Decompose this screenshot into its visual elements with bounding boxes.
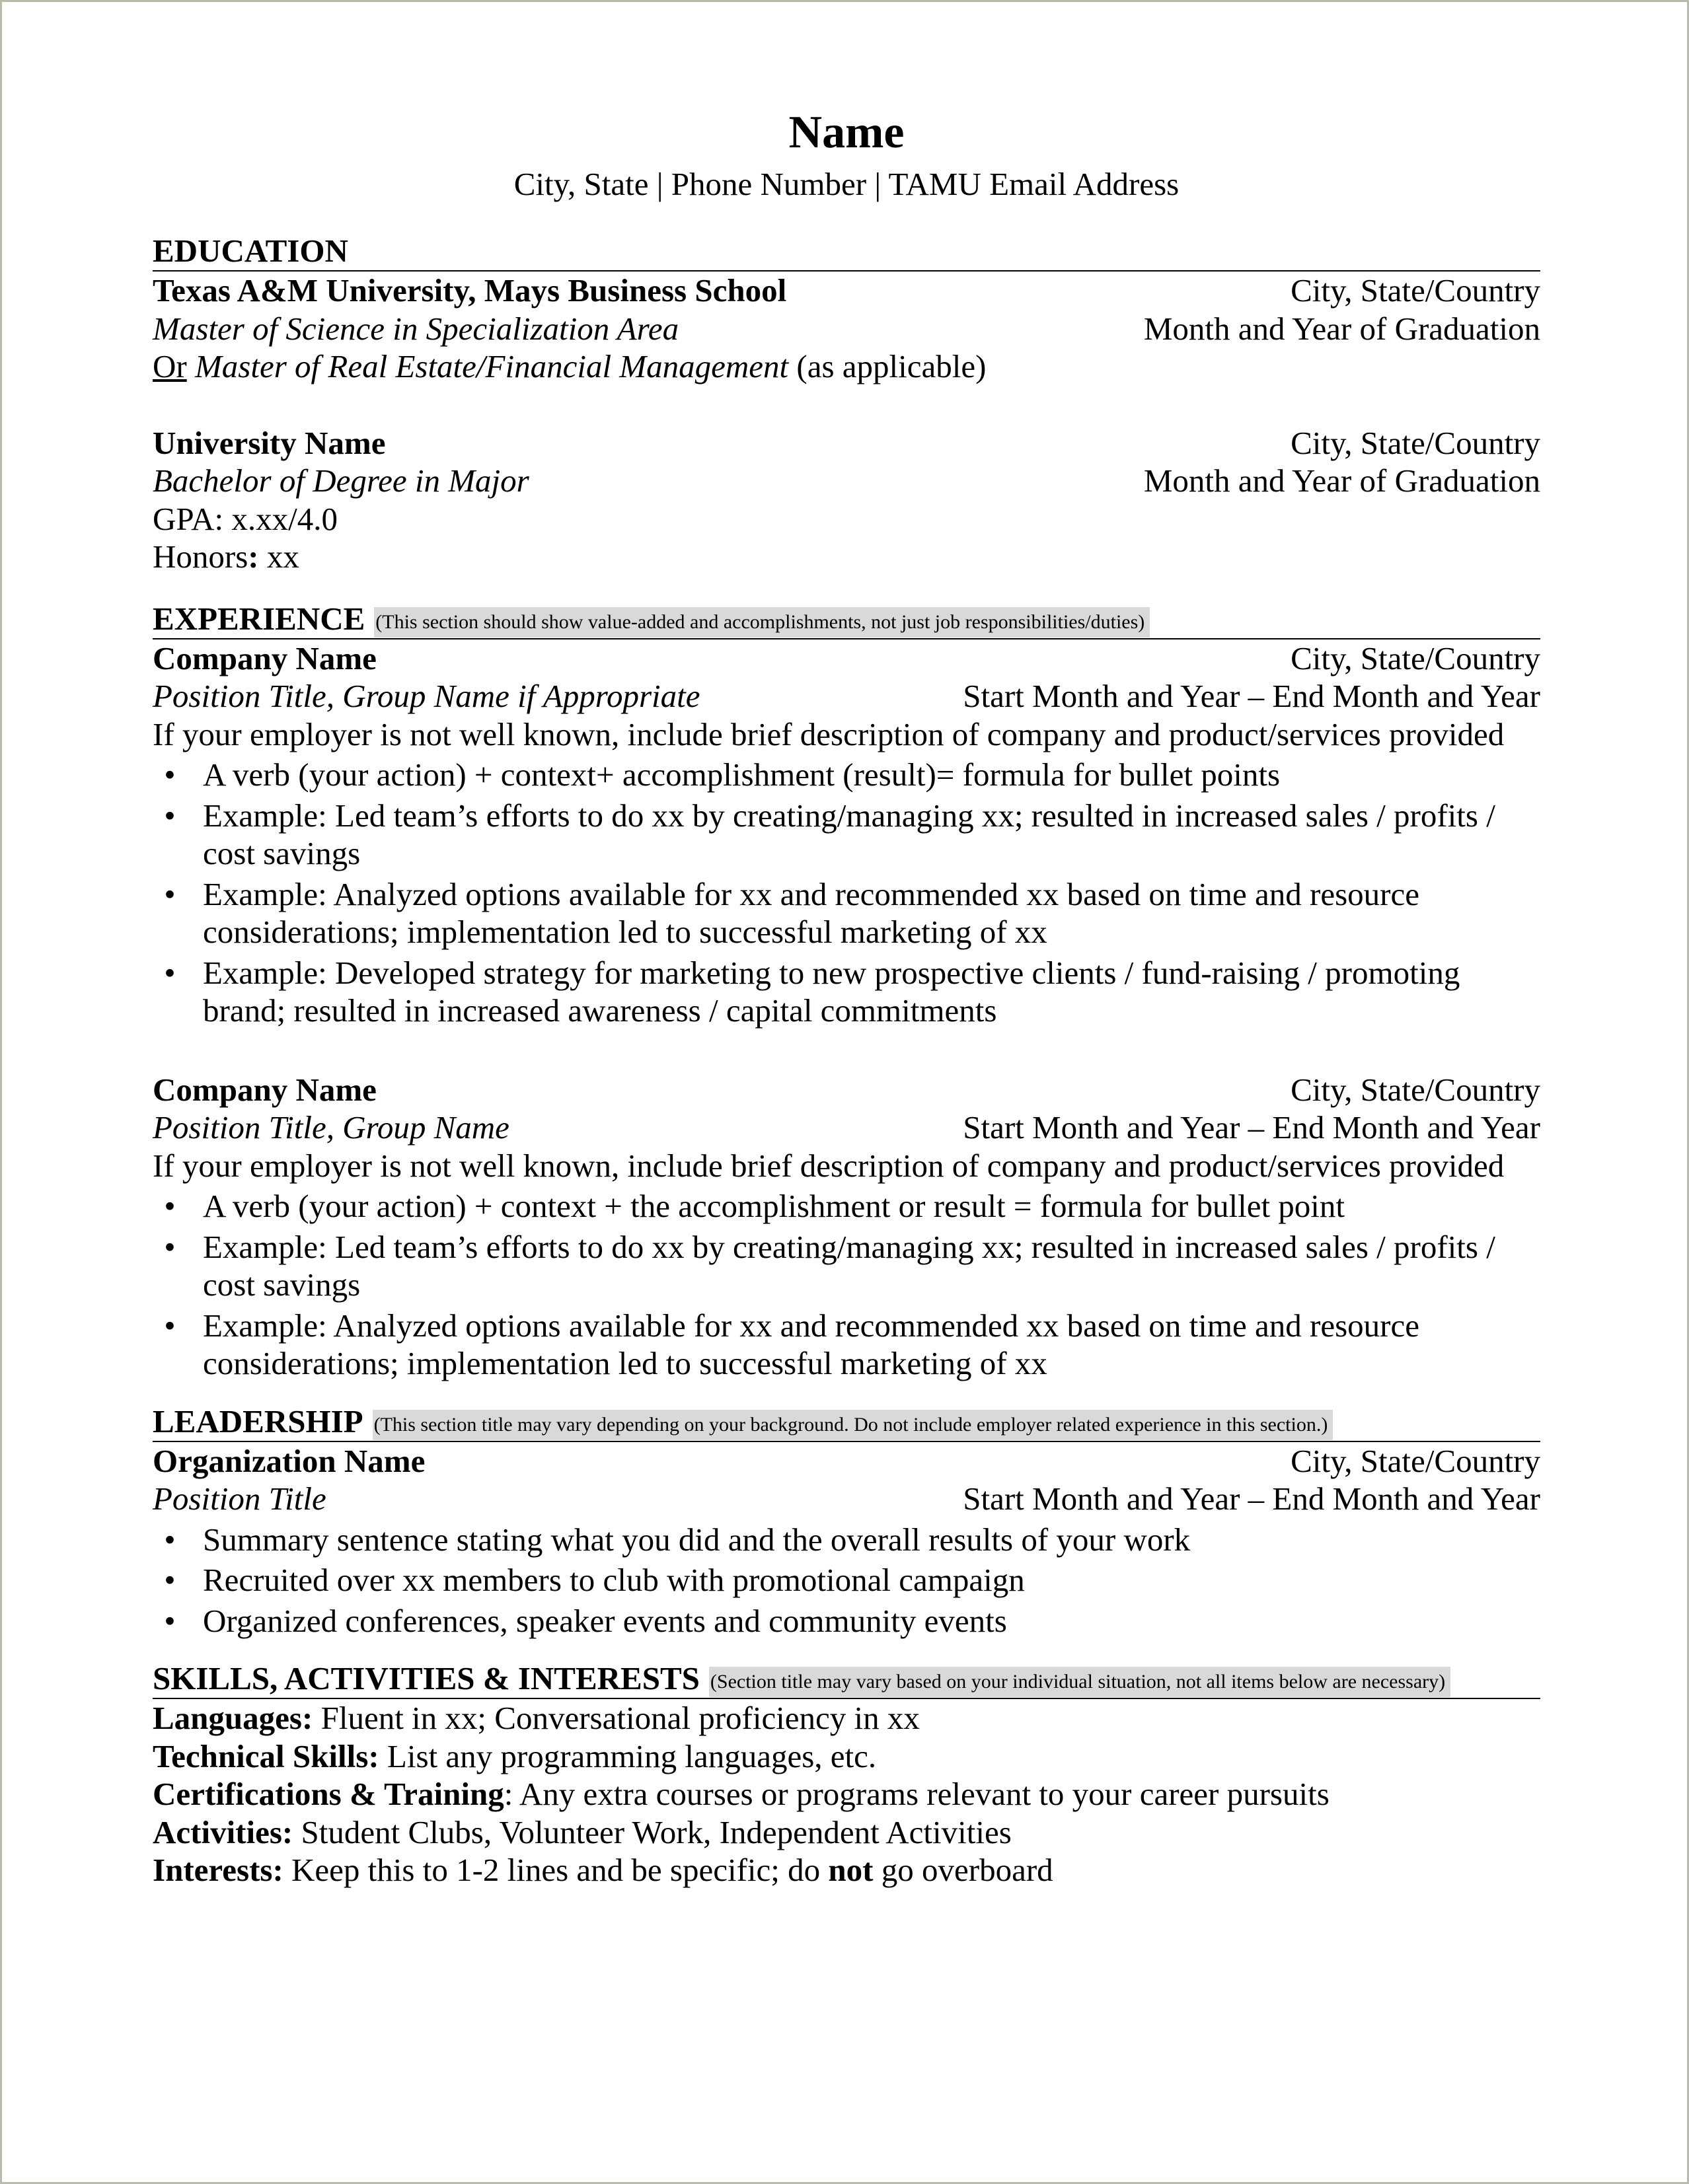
company-description: If your employer is not well known, include brief description of company and product/services provided — [153, 1147, 1505, 1184]
honors-colon: : — [248, 538, 259, 575]
skill-text: Student Clubs, Volunteer Work, Independent Activities — [293, 1813, 1012, 1850]
skill-label: Languages: — [153, 1700, 313, 1736]
bullet-dot-icon: • — [164, 1602, 176, 1639]
leadership-entry-header — [153, 1442, 1540, 1480]
skills-technical — [153, 1737, 1540, 1776]
skills-heading — [153, 1658, 1540, 1699]
skill-label: Certifications & Training — [153, 1776, 504, 1812]
skill-label: Activities: — [153, 1813, 293, 1850]
alt-prefix: Or — [153, 348, 187, 384]
experience-heading — [153, 599, 1540, 639]
bullet-text: Example: Developed strategy for marketing to new prospective clients / fund-raising / promoting brand; resulted in increased awareness / capital commitments — [203, 954, 1460, 1029]
list-item — [153, 1602, 1540, 1640]
leadership-entry-position — [153, 1480, 1540, 1518]
experience-entry-1 — [153, 639, 1540, 1030]
position-title: Position Title, Group Name — [153, 1109, 509, 1146]
degree: Master of Science in Specialization Area — [153, 310, 679, 347]
section-title: EXPERIENCE — [153, 600, 365, 637]
bullet-dot-icon: • — [164, 1188, 176, 1224]
leadership-heading — [153, 1401, 1540, 1442]
school-name: Texas A&M University, Mays Business School — [153, 272, 787, 309]
leadership-section — [153, 1401, 1540, 1640]
position-title: Position Title — [153, 1480, 326, 1517]
bullet-list — [153, 756, 1540, 1030]
bullet-dot-icon: • — [164, 1228, 176, 1265]
skills-languages — [153, 1699, 1540, 1737]
alt-suffix: (as applicable) — [788, 348, 987, 384]
bullet-text: A verb (your action) + context+ accomplishment (result)= formula for bullet points — [203, 756, 1281, 793]
school-location: City, State/Country — [1291, 272, 1540, 309]
experience-entry-2 — [153, 1071, 1540, 1383]
bullet-text: Summary sentence stating what you did and the overall results of your work — [203, 1521, 1191, 1558]
education-entry-1-degree — [153, 310, 1540, 348]
list-item — [153, 1187, 1540, 1225]
honors-line — [153, 538, 1540, 576]
section-note: (This section title may vary depending on your background. Do not include employer related experience in this section.) — [373, 1410, 1333, 1440]
section-note: (This section should show value-added and accomplishments, not just job responsibilities/duties) — [374, 607, 1150, 637]
bullet-text: Example: Analyzed options available for xx and recommended xx based on time and resource considerations; implementation led to successful marketing of xx — [203, 1307, 1419, 1381]
emphasis: not — [828, 1852, 874, 1888]
bullet-dot-icon: • — [164, 1521, 176, 1558]
list-item — [153, 1307, 1540, 1383]
company-location: City, State/Country — [1291, 639, 1540, 676]
skills-section — [153, 1658, 1540, 1889]
school-location: City, State/Country — [1291, 424, 1540, 461]
bullet-list — [153, 1521, 1540, 1640]
gpa: GPA: x.xx/4.0 — [153, 500, 338, 537]
list-item — [153, 797, 1540, 873]
leadership-dates: Start Month and Year – End Month and Year — [963, 1480, 1540, 1517]
education-entry-2-header — [153, 424, 1540, 462]
skill-text: Keep this to 1-2 lines and be specific; do — [283, 1852, 829, 1888]
bullet-dot-icon: • — [164, 875, 176, 912]
bullet-dot-icon: • — [164, 954, 176, 991]
position-title: Position Title, Group Name if Appropriate — [153, 678, 700, 714]
bullet-dot-icon: • — [164, 756, 176, 793]
organization-name: Organization Name — [153, 1442, 426, 1479]
section-title: LEADERSHIP — [153, 1402, 363, 1439]
list-item — [153, 1521, 1540, 1559]
bullet-text: Example: Led team’s efforts to do xx by creating/managing xx; resulted in increased sales / profits / cost savings — [203, 1228, 1495, 1303]
list-item — [153, 1228, 1540, 1304]
section-title: SKILLS, ACTIVITIES & INTERESTS — [153, 1660, 700, 1696]
list-item — [153, 875, 1540, 951]
employment-dates: Start Month and Year – End Month and Year — [963, 1109, 1540, 1146]
bullet-text: Recruited over xx members to club with promotional campaign — [203, 1562, 1025, 1598]
skills-certifications — [153, 1775, 1540, 1813]
graduation-date: Month and Year of Graduation — [1143, 310, 1540, 347]
organization-location: City, State/Country — [1291, 1442, 1540, 1479]
alt-degree: Master of Real Estate/Financial Management — [194, 348, 789, 384]
skills-activities — [153, 1813, 1540, 1852]
graduation-date: Month and Year of Graduation — [1143, 462, 1540, 499]
bullet-text: Organized conferences, speaker events and community events — [203, 1602, 1007, 1639]
section-note: (Section title may vary based on your individual situation, not all items below are necessary) — [709, 1667, 1450, 1697]
education-section — [153, 231, 1540, 576]
honors-value: xx — [258, 538, 299, 575]
skill-label: Technical Skills: — [153, 1737, 379, 1774]
company-location: City, State/Country — [1291, 1071, 1540, 1108]
degree: Bachelor of Degree in Major — [153, 462, 529, 499]
company-description: If your employer is not well known, include brief description of company and product/services provided — [153, 715, 1505, 752]
alt-degree-line — [153, 347, 1540, 386]
company-name: Company Name — [153, 1071, 377, 1108]
contact-line: City, State | Phone Number | TAMU Email Address — [513, 166, 1180, 202]
list-item — [153, 756, 1540, 794]
school-name: University Name — [153, 424, 386, 461]
list-item — [153, 954, 1540, 1030]
bullet-text: A verb (your action) + context + the accomplishment or result = formula for bullet point — [203, 1188, 1345, 1224]
experience-entry-header — [153, 639, 1540, 678]
experience-entry-header — [153, 1071, 1540, 1109]
candidate-name: Name — [788, 107, 905, 158]
skill-label: Interests: — [153, 1852, 283, 1888]
education-entry-1-header — [153, 272, 1540, 310]
bullet-list — [153, 1187, 1540, 1383]
bullet-dot-icon: • — [164, 797, 176, 834]
education-heading — [153, 231, 1540, 272]
bullet-text: Example: Led team’s efforts to do xx by creating/managing xx; resulted in increased sales / profits / cost savings — [203, 797, 1495, 871]
skill-text: List any programming languages, etc. — [379, 1737, 877, 1774]
honors-label: Honors — [153, 538, 248, 575]
skill-text: Fluent in xx; Conversational proficiency in xx — [313, 1700, 920, 1736]
experience-entry-position — [153, 677, 1540, 715]
resume-content — [153, 101, 1540, 1889]
experience-section — [153, 599, 1540, 1383]
skill-text: go overboard — [873, 1852, 1053, 1888]
bullet-dot-icon: • — [164, 1562, 176, 1598]
bullet-text: Example: Analyzed options available for xx and recommended xx based on time and resource considerations; implementation led to successful marketing of xx — [203, 875, 1419, 950]
skill-text: : Any extra courses or programs relevant to your career pursuits — [504, 1776, 1330, 1812]
experience-entry-position — [153, 1109, 1540, 1147]
company-name: Company Name — [153, 639, 377, 676]
employment-dates: Start Month and Year – End Month and Year — [963, 678, 1540, 714]
list-item — [153, 1561, 1540, 1599]
skills-interests — [153, 1851, 1540, 1889]
section-title: EDUCATION — [153, 233, 348, 269]
bullet-dot-icon: • — [164, 1307, 176, 1344]
education-entry-2-degree — [153, 462, 1540, 500]
